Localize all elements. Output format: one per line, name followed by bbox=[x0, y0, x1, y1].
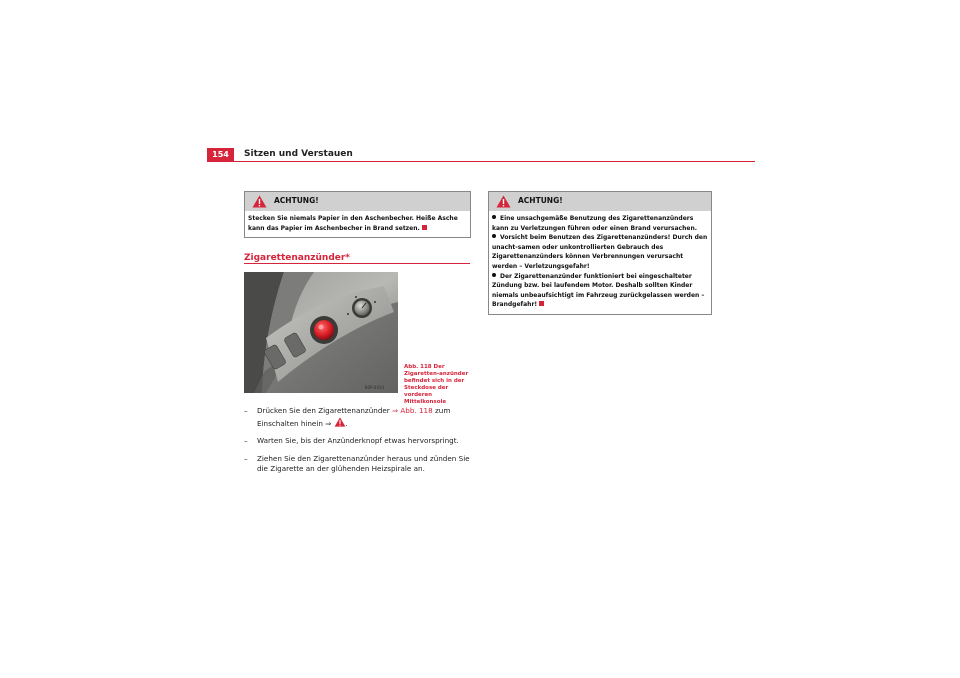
warning-body bbox=[489, 211, 711, 314]
warning-box-ashtray bbox=[244, 191, 471, 238]
page-number: 154 bbox=[207, 148, 234, 161]
section-title: Zigarettenanzünder* bbox=[244, 253, 351, 263]
figure-arrow: ⇒ bbox=[392, 406, 401, 415]
step-item bbox=[244, 436, 476, 447]
section-divider bbox=[244, 263, 470, 264]
running-header-title: Sitzen und Verstauen bbox=[244, 149, 353, 159]
step-text: Warten Sie, bis der Anzünderknopf etwas hervorspringt. bbox=[257, 436, 459, 445]
warning-triangle-icon bbox=[496, 195, 511, 208]
instruction-steps bbox=[244, 406, 476, 482]
warning-body bbox=[245, 211, 470, 237]
step-item bbox=[244, 406, 476, 429]
bullet-icon bbox=[492, 234, 496, 238]
warning-arrow: ⇒ bbox=[325, 418, 334, 428]
step-dash: – bbox=[244, 436, 248, 445]
warning-item-text: Eine unsachgemäße Benutzung des Zigarettenanzünders kann zu Verletzungen führen oder einen Brand verursachen. bbox=[492, 215, 697, 232]
warning-text: Stecken Sie niemals Papier in den Aschenbecher. Heiße Asche kann das Papier im Aschenbecher in Brand setzen. bbox=[248, 215, 458, 232]
step-dash: – bbox=[244, 406, 248, 415]
warning-triangle-icon bbox=[252, 195, 267, 208]
warning-reference-icon[interactable] bbox=[334, 417, 346, 427]
warning-list-item bbox=[492, 233, 708, 271]
step-text-continued: zum Einschalten hinein bbox=[257, 406, 451, 428]
warning-item-text: Vorsicht beim Benutzen des Zigarettenanzünders! Durch den unacht-samen oder unkontrollierten Gebrauch des Zigarettenanzünders können Verbrennungen verursacht werden – Verletzungsgefahr! bbox=[492, 234, 708, 270]
step-text: Drücken Sie den Zigarettenanzünder bbox=[257, 406, 393, 415]
warning-header bbox=[245, 192, 470, 211]
step-text: Ziehen Sie den Zigarettenanzünder heraus und zünden Sie die Zigarette an der glühenden Heizspirale an. bbox=[257, 453, 470, 473]
end-marker-icon bbox=[539, 301, 544, 306]
step-dash: – bbox=[244, 453, 248, 463]
warning-box-lighter bbox=[488, 191, 712, 315]
step-item bbox=[244, 454, 476, 475]
figure-code: B0P-0434 bbox=[364, 385, 384, 390]
header-divider bbox=[207, 161, 755, 162]
warning-header bbox=[489, 192, 711, 211]
step-text-end: . bbox=[345, 418, 348, 428]
end-marker-icon bbox=[422, 225, 427, 230]
bullet-icon bbox=[492, 215, 496, 219]
figure-caption: Abb. 118 Der Zigaretten-anzünder befindet sich in der Steckdose der vorderen Mittelkonsole bbox=[404, 364, 469, 405]
cigarette-lighter-photo bbox=[244, 272, 398, 393]
warning-list-item bbox=[492, 214, 708, 233]
warning-title: ACHTUNG! bbox=[274, 196, 319, 205]
warning-item-text: Der Zigarettenanzünder funktioniert bei eingeschalteter Zündung bzw. bei laufendem Motor. Deshalb sollten Kinder niemals unbeaufsichtigt im Fahrzeug zurückgelassen werden – Brandgefahr! bbox=[492, 272, 705, 309]
warning-title: ACHTUNG! bbox=[518, 196, 563, 205]
warning-list-item bbox=[492, 272, 708, 310]
figure-reference-link[interactable]: Abb. 118 bbox=[400, 406, 433, 415]
bullet-icon bbox=[492, 273, 496, 277]
